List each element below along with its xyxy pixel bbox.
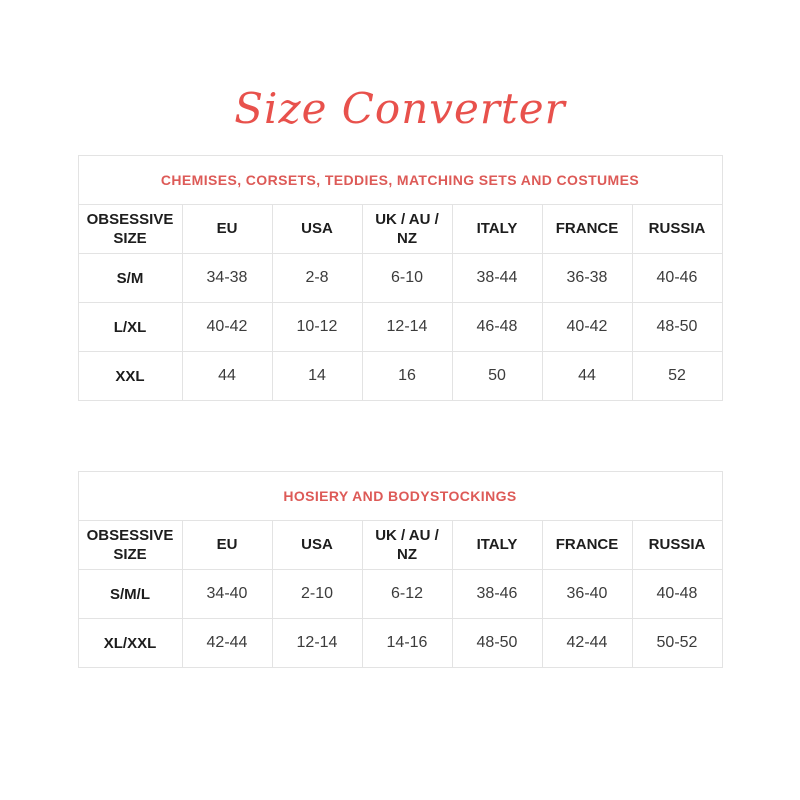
size-cell: 46-48 bbox=[452, 303, 542, 352]
tables-container bbox=[78, 155, 723, 668]
size-cell: 42-44 bbox=[542, 619, 632, 668]
column-header: RUSSIA bbox=[632, 521, 722, 570]
table-title: HOSIERY AND BODYSTOCKINGS bbox=[78, 472, 722, 521]
table-row bbox=[78, 570, 722, 619]
row-size-label: S/M/L bbox=[78, 570, 182, 619]
size-table bbox=[78, 155, 723, 401]
table-row bbox=[78, 254, 722, 303]
column-header: ITALY bbox=[452, 205, 542, 254]
size-cell: 10-12 bbox=[272, 303, 362, 352]
size-cell: 2-10 bbox=[272, 570, 362, 619]
size-cell: 44 bbox=[182, 352, 272, 401]
table-title: CHEMISES, CORSETS, TEDDIES, MATCHING SETS AND COSTUMES bbox=[78, 156, 722, 205]
table-row bbox=[78, 619, 722, 668]
column-header: OBSESSIVE SIZE bbox=[78, 521, 182, 570]
column-header: OBSESSIVE SIZE bbox=[78, 205, 182, 254]
size-cell: 2-8 bbox=[272, 254, 362, 303]
size-cell: 40-42 bbox=[542, 303, 632, 352]
table-row bbox=[78, 352, 722, 401]
page-title: Size Converter bbox=[234, 84, 566, 133]
size-cell: 6-12 bbox=[362, 570, 452, 619]
size-cell: 50-52 bbox=[632, 619, 722, 668]
size-cell: 52 bbox=[632, 352, 722, 401]
size-cell: 14-16 bbox=[362, 619, 452, 668]
size-cell: 36-38 bbox=[542, 254, 632, 303]
row-size-label: XL/XXL bbox=[78, 619, 182, 668]
column-header: UK / AU / NZ bbox=[362, 205, 452, 254]
size-cell: 34-38 bbox=[182, 254, 272, 303]
table-row bbox=[78, 303, 722, 352]
size-cell: 40-42 bbox=[182, 303, 272, 352]
size-table bbox=[78, 471, 723, 668]
row-size-label: S/M bbox=[78, 254, 182, 303]
size-cell: 16 bbox=[362, 352, 452, 401]
size-cell: 34-40 bbox=[182, 570, 272, 619]
column-header: EU bbox=[182, 521, 272, 570]
size-cell: 40-48 bbox=[632, 570, 722, 619]
column-header: FRANCE bbox=[542, 205, 632, 254]
column-header: UK / AU / NZ bbox=[362, 521, 452, 570]
size-cell: 50 bbox=[452, 352, 542, 401]
column-header: USA bbox=[272, 205, 362, 254]
size-cell: 48-50 bbox=[452, 619, 542, 668]
row-size-label: L/XL bbox=[78, 303, 182, 352]
column-header: ITALY bbox=[452, 521, 542, 570]
column-header: RUSSIA bbox=[632, 205, 722, 254]
column-header: FRANCE bbox=[542, 521, 632, 570]
table-title-row bbox=[78, 156, 722, 205]
column-header: USA bbox=[272, 521, 362, 570]
size-cell: 48-50 bbox=[632, 303, 722, 352]
column-header-row bbox=[78, 521, 722, 570]
column-header: EU bbox=[182, 205, 272, 254]
size-cell: 14 bbox=[272, 352, 362, 401]
table-title-row bbox=[78, 472, 722, 521]
column-header-row bbox=[78, 205, 722, 254]
size-cell: 12-14 bbox=[272, 619, 362, 668]
size-cell: 40-46 bbox=[632, 254, 722, 303]
size-cell: 36-40 bbox=[542, 570, 632, 619]
size-cell: 12-14 bbox=[362, 303, 452, 352]
row-size-label: XXL bbox=[78, 352, 182, 401]
size-cell: 44 bbox=[542, 352, 632, 401]
size-cell: 42-44 bbox=[182, 619, 272, 668]
size-cell: 38-46 bbox=[452, 570, 542, 619]
size-cell: 38-44 bbox=[452, 254, 542, 303]
size-cell: 6-10 bbox=[362, 254, 452, 303]
